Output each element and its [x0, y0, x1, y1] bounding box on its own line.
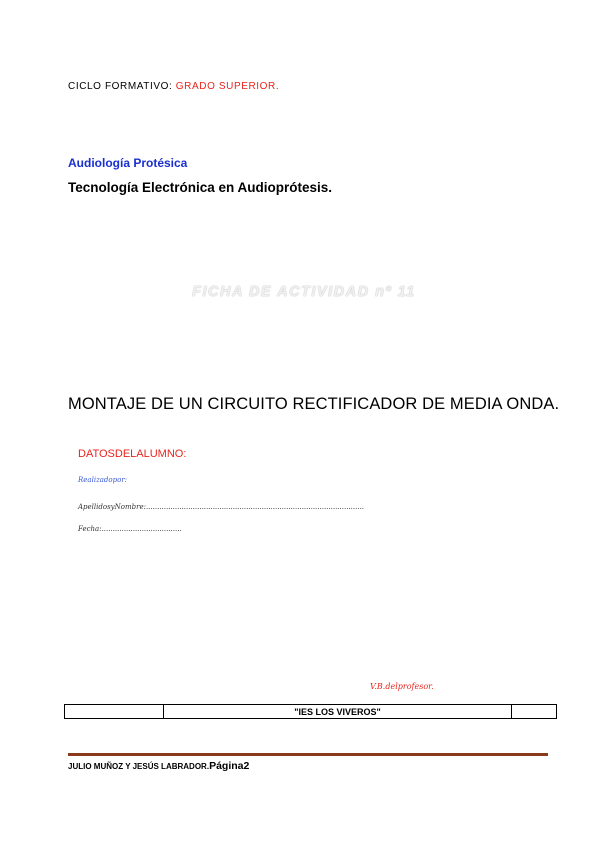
- realizado-por-label: Realizadopor:: [78, 476, 128, 484]
- apellidos-dots: ..................................................................................................: [145, 503, 365, 511]
- student-data-heading: DATOSDELALUMNO:: [78, 448, 187, 460]
- table-row: [65, 705, 557, 719]
- activity-number-title: FICHA DE ACTIVIDAD nº 11: [192, 284, 416, 300]
- ciclo-formativo: [68, 81, 279, 92]
- subject-title: Audiología Protésica: [68, 156, 188, 170]
- apellidos-field: [78, 503, 364, 511]
- school-name: "IES LOS VIVEROS": [164, 705, 512, 719]
- table-cell-right: [512, 705, 557, 719]
- footer-divider: [68, 753, 548, 756]
- fecha-field: [78, 525, 182, 533]
- footer: [68, 760, 249, 772]
- page-number: Página2: [209, 760, 250, 772]
- fecha-label: Fecha:: [78, 525, 102, 533]
- fecha-dots: ....................................: [101, 525, 182, 533]
- course-title: Tecnología Electrónica en Audioprótesis.: [68, 180, 333, 195]
- ciclo-label: CICLO FORMATIVO:: [68, 81, 173, 92]
- vb-profesor: V.B.delprofesor.: [370, 682, 434, 691]
- school-table: [64, 704, 557, 719]
- footer-authors: JULIO MUÑOZ Y JESÚS LABRADOR.: [68, 762, 210, 771]
- table-cell-left: [65, 705, 164, 719]
- document-title: MONTAJE DE UN CIRCUITO RECTIFICADOR DE MEDIA ONDA.: [68, 395, 560, 413]
- ciclo-value: GRADO SUPERIOR.: [172, 81, 280, 92]
- apellidos-label: ApellidosyNombre:: [78, 503, 146, 511]
